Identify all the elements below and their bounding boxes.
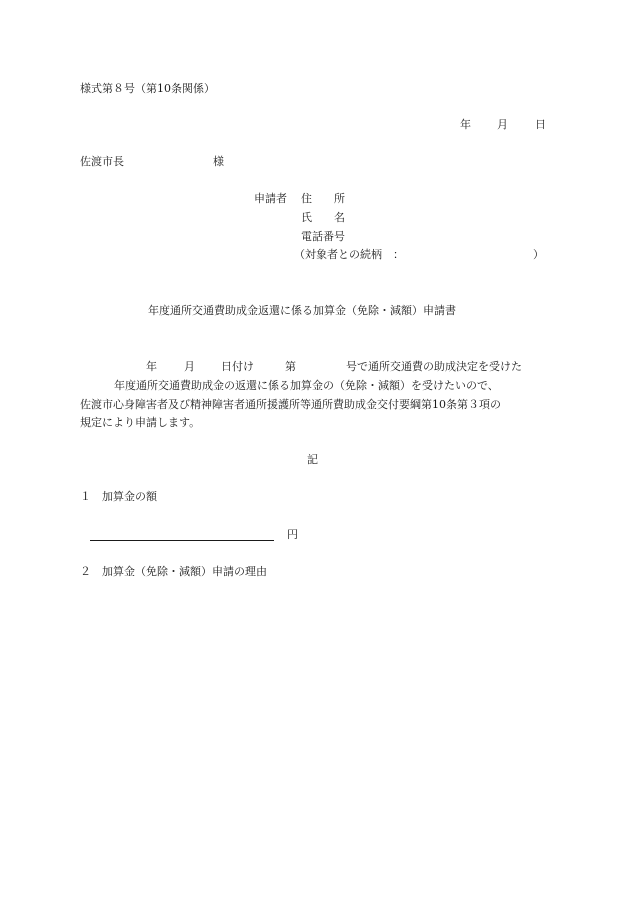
date-year-label: 年	[460, 118, 471, 131]
body-date-label: 日付け	[221, 360, 254, 373]
applicant-relation-close: ）	[533, 248, 544, 261]
applicant-address-label: 住 所	[301, 192, 345, 205]
item2-heading: ２ 加算金（免除・減額）申請の理由	[80, 565, 267, 578]
body-line3-text: 佐渡市心身障害者及び精神障害者通所援護所等通所費助成金交付要綱第10条第３項の	[80, 398, 501, 411]
document-title: 年度通所交通費助成金返還に係る加算金（免除・減額）申請書	[148, 304, 456, 317]
addressee-name: 佐渡市長	[80, 155, 124, 168]
form-number: 様式第８号（第10条関係）	[80, 82, 215, 95]
date-month-label: 月	[497, 118, 508, 131]
body-number-prefix: 第	[285, 360, 296, 373]
applicant-label: 申請者	[254, 192, 287, 205]
body-month-label: 月	[184, 360, 195, 373]
applicant-name-label: 氏 名	[301, 211, 345, 224]
yen-label: 円	[287, 528, 298, 541]
body-line4-text: 規定により申請します。	[80, 416, 201, 429]
applicant-phone-label: 電話番号	[301, 230, 345, 243]
body-year-label: 年	[146, 360, 157, 373]
body-line2-text: 年度通所交通費助成金の返還に係る加算金の（免除・減額）を受けたいので、	[114, 379, 499, 392]
applicant-relation-label: （対象者との続柄 ：	[294, 248, 404, 261]
ki-heading: 記	[307, 453, 318, 466]
date-day-label: 日	[535, 118, 546, 131]
addressee-honorific: 様	[213, 155, 224, 168]
amount-underline	[90, 540, 274, 541]
item1-heading: １ 加算金の額	[80, 490, 157, 503]
body-line1-text: 号で通所交通費の助成決定を受けた	[346, 360, 522, 373]
